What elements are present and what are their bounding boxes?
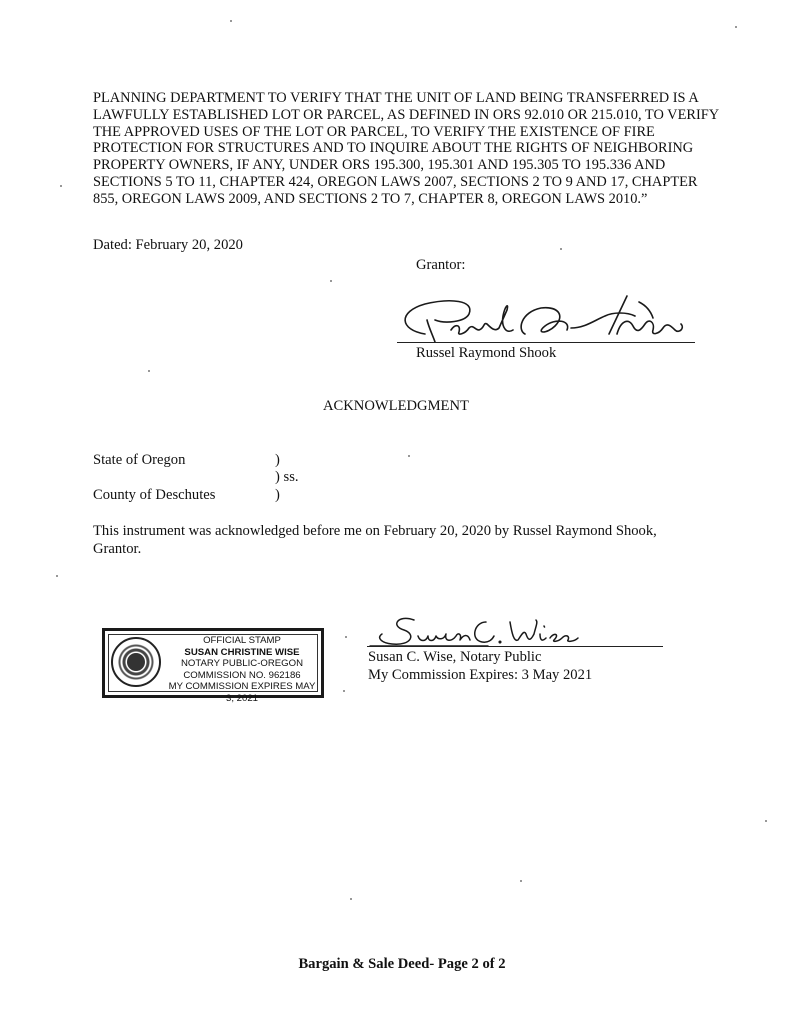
venue-ss: ) ss. bbox=[275, 469, 299, 485]
paragraph-line: 855, OREGON LAWS 2009, AND SECTIONS 2 TO 7, CHAPTER 8, OREGON LAWS 2010.” bbox=[93, 190, 648, 207]
stamp-line: SUSAN CHRISTINE WISE bbox=[184, 646, 300, 658]
scan-speck bbox=[765, 820, 767, 822]
acknowledgment-heading: ACKNOWLEDGMENT bbox=[323, 398, 469, 414]
grantor-signature bbox=[395, 290, 695, 350]
scan-speck bbox=[560, 248, 562, 250]
notary-commission: My Commission Expires: 3 May 2021 bbox=[368, 667, 593, 683]
notary-stamp bbox=[102, 628, 324, 704]
scan-speck bbox=[520, 880, 522, 882]
scan-speck bbox=[343, 690, 345, 692]
paragraph-line: PROPERTY OWNERS, IF ANY, UNDER ORS 195.300, 195.301 AND 195.305 TO 195.336 AND bbox=[93, 157, 666, 174]
paragraph-line: SECTIONS 5 TO 11, CHAPTER 424, OREGON LAWS 2007, SECTIONS 2 TO 9 AND 17, CHAPTER bbox=[93, 173, 698, 190]
paragraph-line: PROTECTION FOR STRUCTURES AND TO INQUIRE ABOUT THE RIGHTS OF NEIGHBORING bbox=[93, 140, 694, 157]
paragraph-line: LAWFULLY ESTABLISHED LOT OR PARCEL, AS DEFINED IN ORS 92.010 OR 215.010, TO VERIFY bbox=[93, 106, 720, 123]
paragraph-line: THE APPROVED USES OF THE LOT OR PARCEL, TO VERIFY THE EXISTENCE OF FIRE bbox=[93, 123, 655, 140]
paragraph-line: PLANNING DEPARTMENT TO VERIFY THAT THE UNIT OF LAND BEING TRANSFERRED IS A bbox=[93, 90, 699, 106]
stamp-line: MY COMMISSION EXPIRES MAY 3, 2021 bbox=[168, 681, 316, 704]
legal-paragraph bbox=[93, 90, 723, 208]
grantor-label: Grantor: bbox=[416, 257, 466, 273]
scan-speck bbox=[60, 185, 62, 187]
scan-speck bbox=[735, 26, 737, 28]
venue-county: County of Deschutes bbox=[93, 487, 216, 503]
scan-speck bbox=[408, 455, 410, 457]
grantor-signature-line bbox=[397, 342, 695, 343]
venue-paren: ) bbox=[275, 487, 280, 503]
stamp-line: COMMISSION NO. 962186 bbox=[183, 669, 301, 681]
scan-speck bbox=[148, 370, 150, 372]
stamp-line: OFFICIAL STAMP bbox=[203, 635, 281, 646]
notary-signature-line bbox=[367, 646, 663, 647]
scan-speck bbox=[330, 280, 332, 282]
acknowledgment-text: Grantor. bbox=[93, 541, 142, 557]
scan-speck bbox=[350, 898, 352, 900]
scan-speck bbox=[345, 636, 347, 638]
grantor-name: Russel Raymond Shook bbox=[416, 345, 557, 361]
stamp-text bbox=[165, 635, 319, 705]
acknowledgment-text: This instrument was acknowledged before me on February 20, 2020 by Russel Raymond Shook, bbox=[93, 523, 657, 539]
stamp-line: NOTARY PUBLIC-OREGON bbox=[180, 658, 304, 670]
dated-line: Dated: February 20, 2020 bbox=[93, 237, 243, 253]
venue-state: State of Oregon bbox=[93, 452, 186, 468]
scan-speck bbox=[56, 575, 58, 577]
page-footer: Bargain & Sale Deed- Page 2 of 2 bbox=[298, 956, 506, 972]
notary-name: Susan C. Wise, Notary Public bbox=[368, 649, 542, 665]
venue-paren: ) bbox=[275, 452, 280, 468]
scan-speck bbox=[230, 20, 232, 22]
oregon-seal-icon bbox=[111, 637, 161, 687]
